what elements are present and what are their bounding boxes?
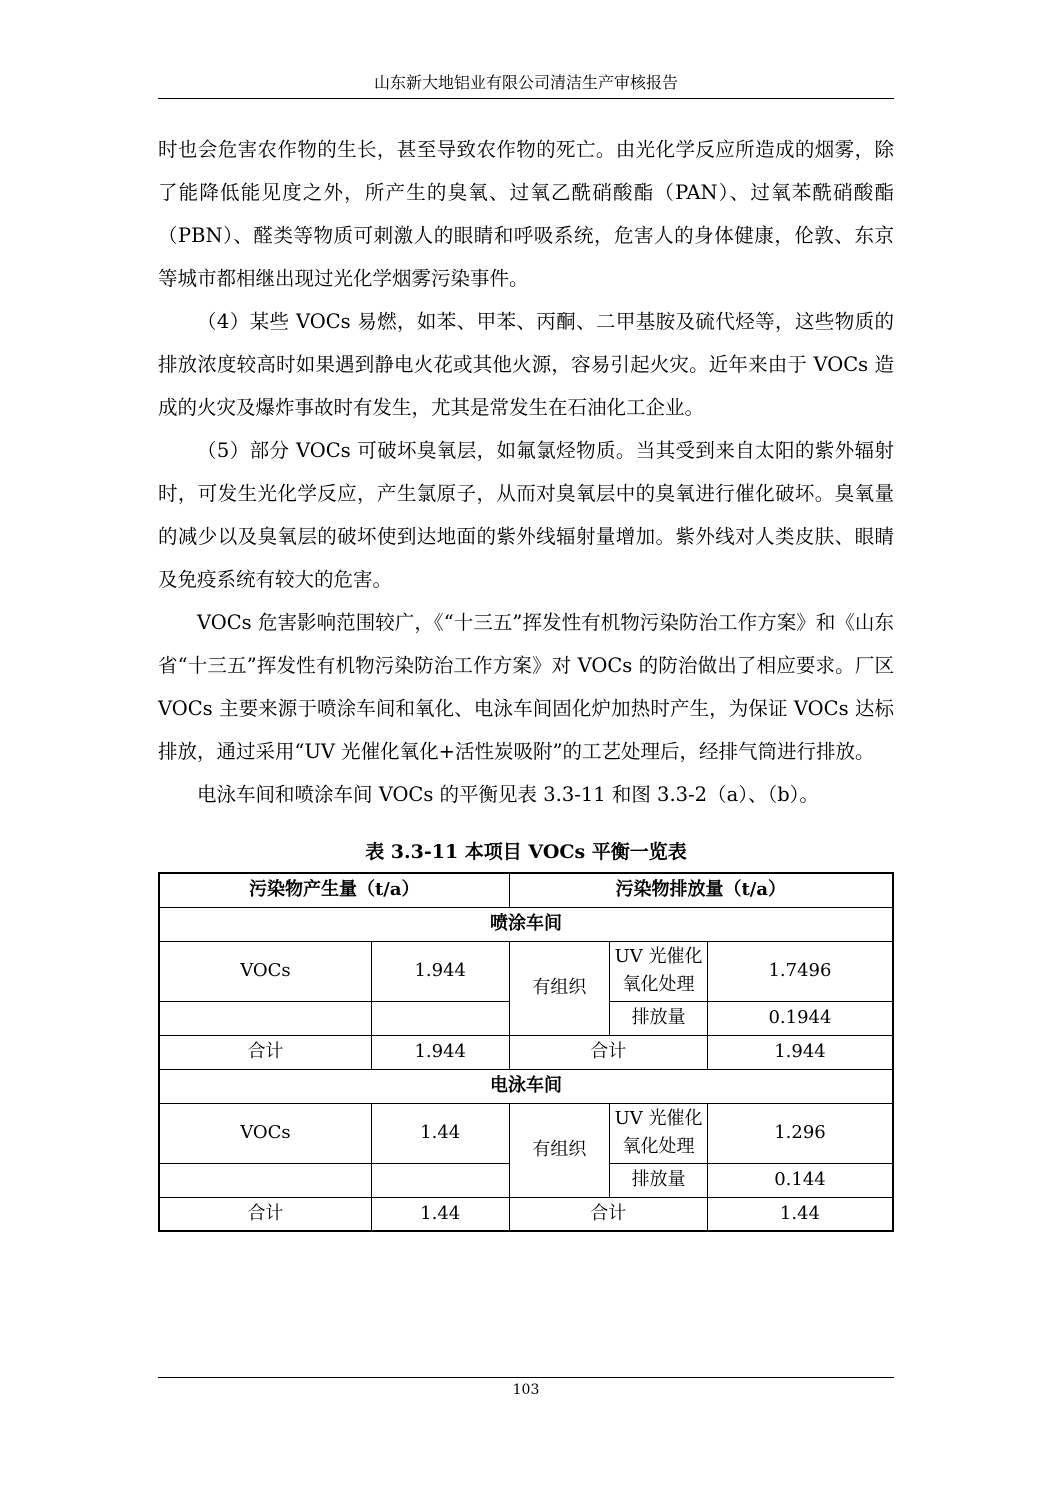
footer-divider: [158, 1377, 894, 1378]
empty-cell: [159, 1163, 371, 1197]
total-emitted-cell: 1.944: [707, 1035, 893, 1069]
emission-label-cell: 排放量: [610, 1163, 708, 1197]
page-header: 山东新大地铝业有限公司清洁生产审核报告: [373, 73, 678, 92]
header-generated: 污染物产生量（t/a）: [159, 873, 509, 907]
treatment-label-cell: UV 光催化氧化处理: [610, 941, 708, 1001]
treatment-label-cell: UV 光催化氧化处理: [610, 1103, 708, 1163]
method-cell: 有组织: [509, 1103, 610, 1197]
header-divider: [158, 98, 894, 99]
section-title: 电泳车间: [159, 1069, 893, 1103]
table-header-row: [159, 873, 893, 907]
empty-cell: [371, 1001, 509, 1035]
total-label-right-cell: 合计: [509, 1197, 707, 1231]
table-row: [159, 1103, 893, 1163]
paragraph-4: VOCs 危害影响范围较广，《“十三五”挥发性有机物污染防治工作方案》和《山东省“十三五”挥发性有机物污染防治工作方案》对 VOCs 的防治做出了相应要求。厂区 VOCs 主要来源于喷涂车间和氧化、电泳车间固化炉加热时产生，为保证 VOCs 达标排放，通过采用“UV 光催化氧化+活性炭吸附”的工艺处理后，经排气筒进行排放。: [158, 611, 894, 763]
total-row: [159, 1035, 893, 1069]
emission-value-cell: 0.144: [707, 1163, 893, 1197]
table-caption: 表 3.3-11 本项目 VOCs 平衡一览表: [365, 841, 687, 863]
voc-balance-table: [158, 872, 894, 1232]
page-number: 103: [512, 1382, 540, 1398]
generated-cell: 1.44: [371, 1103, 509, 1163]
paragraph-2: （4）某些 VOCs 易燃，如苯、甲苯、丙酮、二甲基胺及硫代烃等，这些物质的排放浓度较高时如果遇到静电火花或其他火源，容易引起火灾。近年来由于 VOCs 造成的火灾及爆炸事故时有发生，尤其是常发生在石油化工企业。: [158, 310, 894, 419]
total-row: [159, 1197, 893, 1231]
method-cell: 有组织: [509, 941, 610, 1035]
section-title: 喷涂车间: [159, 907, 893, 941]
paragraph-5: 电泳车间和喷涂车间 VOCs 的平衡见表 3.3-11 和图 3.3-2（a）、（b）。: [197, 783, 819, 806]
total-generated-cell: 1.944: [371, 1035, 509, 1069]
paragraph-3: （5）部分 VOCs 可破坏臭氧层，如氟氯烃物质。当其受到来自太阳的紫外辐射时，可发生光化学反应，产生氯原子，从而对臭氧层中的臭氧进行催化破坏。臭氧量的减少以及臭氧层的破坏使到达地面的紫外线辐射量增加。紫外线对人类皮肤、眼睛及免疫系统有较大的危害。: [158, 439, 894, 591]
body-text: [158, 128, 894, 816]
section-row: [159, 907, 893, 941]
table-row: [159, 941, 893, 1001]
generated-cell: 1.944: [371, 941, 509, 1001]
pollutant-cell: VOCs: [159, 1103, 371, 1163]
total-label-right-cell: 合计: [509, 1035, 707, 1069]
emission-label-cell: 排放量: [610, 1001, 708, 1035]
treatment-value-cell: 1.7496: [707, 941, 893, 1001]
header-emitted: 污染物排放量（t/a）: [509, 873, 893, 907]
paragraph-1: 时也会危害农作物的生长，甚至导致农作物的死亡。由光化学反应所造成的烟雾，除了能降低能见度之外，所产生的臭氧、过氧乙酰硝酸酯（PAN）、过氧苯酰硝酸酯（PBN）、醛类等物质可刺激人的眼睛和呼吸系统，危害人的身体健康，伦敦、东京等城市都相继出现过光化学烟雾污染事件。: [158, 138, 894, 290]
emission-value-cell: 0.1944: [707, 1001, 893, 1035]
total-label-cell: 合计: [159, 1197, 371, 1231]
total-emitted-cell: 1.44: [707, 1197, 893, 1231]
pollutant-cell: VOCs: [159, 941, 371, 1001]
empty-cell: [159, 1001, 371, 1035]
treatment-value-cell: 1.296: [707, 1103, 893, 1163]
section-row: [159, 1069, 893, 1103]
total-label-cell: 合计: [159, 1035, 371, 1069]
total-generated-cell: 1.44: [371, 1197, 509, 1231]
empty-cell: [371, 1163, 509, 1197]
